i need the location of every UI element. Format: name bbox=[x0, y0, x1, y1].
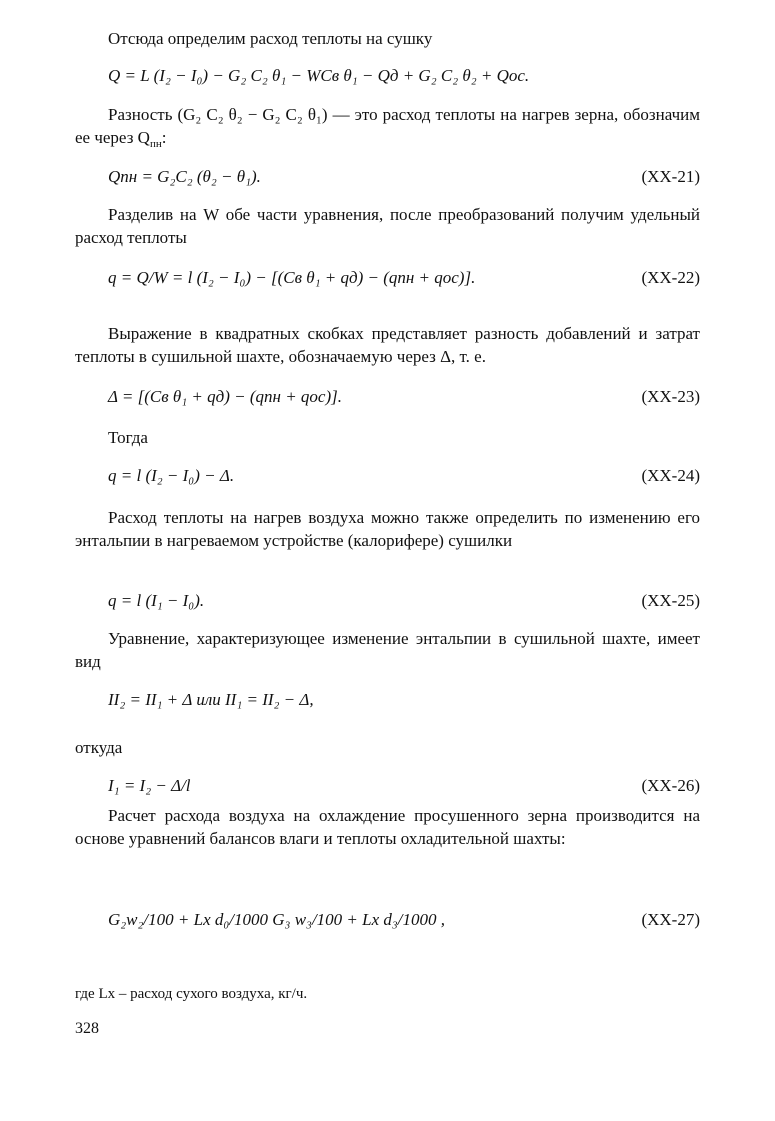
page-number: 328 bbox=[75, 1020, 99, 1037]
equation-text: q = l (I₂ − I₀) − Δ. bbox=[108, 466, 235, 485]
equation-xx-26 bbox=[108, 774, 700, 800]
equation-xx-24 bbox=[108, 464, 700, 490]
equation-enthalpy bbox=[108, 688, 700, 714]
paragraph-whence: откуда bbox=[75, 738, 123, 757]
equation-xx-22 bbox=[108, 266, 700, 292]
paragraph-then: Тогда bbox=[108, 428, 148, 447]
equation-xx-25 bbox=[108, 589, 700, 615]
equation-text: G₂w₂/100 + Lx d₀/1000 G₃ w₃/100 + Lx d₃/1000 , bbox=[108, 910, 446, 929]
paragraph-difference bbox=[75, 103, 700, 149]
paragraph-specific-heat: Разделив на W обе части уравнения, после преобразований получим удельный расход теплоты bbox=[75, 205, 700, 247]
footnote: где Lx – расход сухого воздуха, кг/ч. bbox=[75, 986, 308, 1002]
equation-number: (XX-24) bbox=[641, 466, 700, 485]
equation-text: Q = L (I₂ − I₀) − G₂ C₂ θ₁ − WCв θ₁ − Qд + G₂ C₂ θ₂ + Qос. bbox=[108, 66, 530, 85]
paragraph-brackets: Выражение в квадратных скобках представляет разность добавлений и затрат теплоты в сушильной шахте, обозначаемую через Δ, т. е. bbox=[75, 324, 700, 366]
equation-text: I₁ = I₂ − Δ/l bbox=[108, 776, 191, 795]
equation-text: q = Q/W = l (I₂ − I₀) − [(Cв θ₁ + qд) − (qпн + qос)]. bbox=[108, 268, 476, 287]
equation-number: (XX-21) bbox=[641, 167, 700, 186]
paragraph-air-heating: Расход теплоты на нагрев воздуха можно также определить по изменению его энтальпии в нагреваемом устройстве (калорифере) сушилки bbox=[75, 508, 700, 550]
paragraph-enthalpy: Уравнение, характеризующее изменение энтальпии в сушильной шахте, имеет вид bbox=[75, 629, 700, 671]
equation-text: II₂ = II₁ + Δ или II₁ = II₂ − Δ, bbox=[108, 690, 314, 709]
equation-xx-21 bbox=[108, 165, 700, 191]
equation-number: (XX-27) bbox=[641, 910, 700, 929]
equation-number: (XX-22) bbox=[641, 268, 700, 287]
equation-xx-27 bbox=[108, 908, 700, 934]
paragraph-cooling: Расчет расхода воздуха на охлаждение просушенного зерна производится на основе уравнений балансов влаги и теплоты охладительной шахты: bbox=[75, 806, 700, 848]
equation-text: Qпн = G₂C₂ (θ₂ − θ₁). bbox=[108, 167, 261, 186]
subscript: пн bbox=[149, 138, 162, 150]
equation-text: Δ = [(Cв θ₁ + qд) − (qпн + qос)]. bbox=[108, 387, 342, 406]
equation-text: q = l (I₁ − I₀). bbox=[108, 591, 205, 610]
equation-number: (XX-26) bbox=[641, 776, 700, 795]
paragraph-text: Разность (G₂ C₂ θ₂ − G₂ C₂ θ₁) — это расход теплоты на нагрев зерна, обозначим ее через Q bbox=[75, 105, 700, 147]
equation-xx-23 bbox=[108, 385, 700, 411]
paragraph-intro: Отсюда определим расход теплоты на сушку bbox=[108, 29, 433, 48]
equation-number: (XX-25) bbox=[641, 591, 700, 610]
punctuation: : bbox=[161, 128, 167, 147]
equation-number: (XX-23) bbox=[641, 387, 700, 406]
equation-heat-balance bbox=[108, 64, 700, 90]
